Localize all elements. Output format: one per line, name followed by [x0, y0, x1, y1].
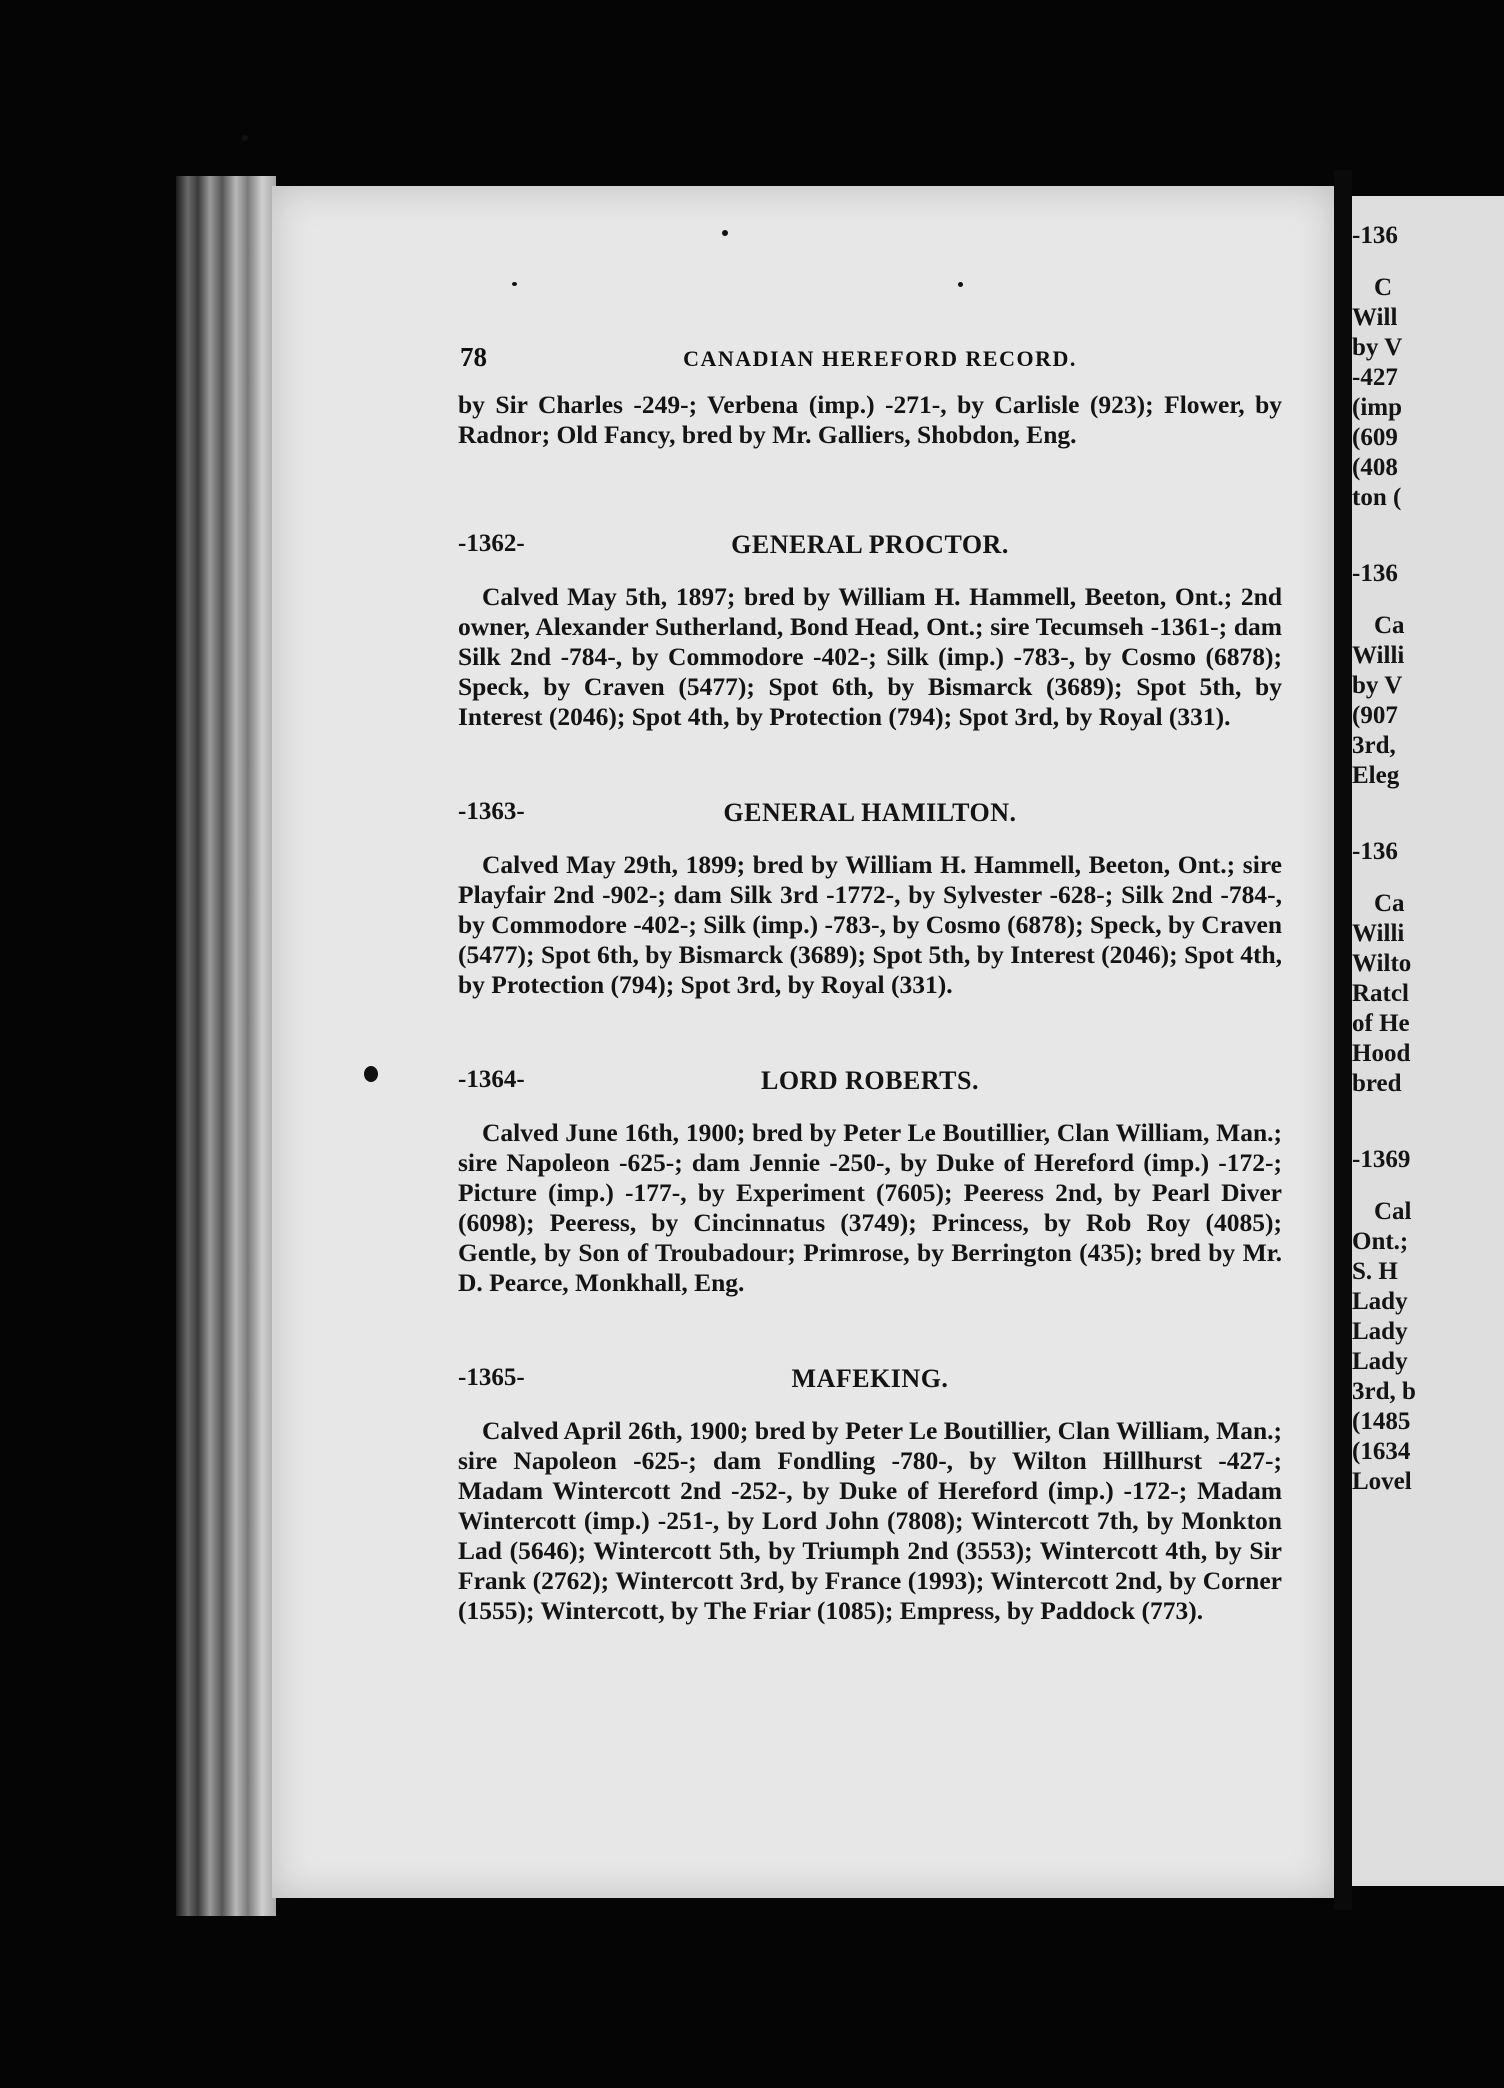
- facing-page-fragment: Hood: [1352, 1040, 1411, 1067]
- facing-page-fragment: by V: [1352, 672, 1403, 699]
- entry-number: -1364-: [458, 1066, 525, 1093]
- facing-page-fragment: -136: [1352, 838, 1398, 865]
- facing-page-fragment: Willi: [1352, 642, 1405, 669]
- facing-page-fragment: Ratcl: [1352, 980, 1409, 1007]
- scan-speck: [512, 282, 517, 286]
- entry-number: -1365-: [458, 1364, 525, 1391]
- facing-page-fragment: Ca: [1374, 890, 1405, 917]
- facing-page-fragment: (1634: [1352, 1438, 1411, 1465]
- facing-page-fragment: Lady: [1352, 1288, 1408, 1315]
- entry-heading: [458, 798, 1282, 832]
- facing-page-fragment: of He: [1352, 1010, 1410, 1037]
- entry-heading: [458, 1066, 1282, 1100]
- facing-page-fragment: C: [1374, 274, 1393, 301]
- continuation-paragraph: by Sir Charles -249-; Verbena (imp.) -271-, by Carlisle (923); Flower, by Radnor; Old Fancy, bred by Mr. Galliers, Shobdon, Eng.: [458, 390, 1282, 449]
- book-spine-edge: [176, 176, 276, 1916]
- scan-speck: [722, 230, 728, 236]
- facing-page-fragment: Ont.;: [1352, 1228, 1409, 1255]
- entry-paragraph: Calved May 5th, 1897; bred by William H. Hammell, Beeton, Ont.; 2nd owner, Alexander Sutherland, Bond Head, Ont.; sire Tecumseh -1361-; dam Silk 2nd -784-, by Commodore -402-; Silk (imp.) -783-, by Cosmo (6878); Speck, by Craven (5477); Spot 6th, by Bismarck (3689); Spot 5th, by Interest (2046); Spot 4th, by Protection (794); Spot 3rd, by Royal (331).: [458, 582, 1282, 731]
- entry-heading: [458, 530, 1282, 564]
- facing-page-fragment: Cal: [1374, 1198, 1412, 1225]
- facing-page-fragment: 3rd,: [1352, 732, 1396, 759]
- entry-heading: [458, 1364, 1282, 1398]
- scan-speck: [364, 1066, 378, 1082]
- entry-paragraph: Calved June 16th, 1900; bred by Peter Le Boutillier, Clan William, Man.; sire Napoleon -625-; dam Jennie -250-, by Duke of Hereford (imp.) -172-; Picture (imp.) -177-, by Experiment (7605); Peeress 2nd, by Pearl Diver (6098); Peeress, by Cincinnatus (3749); Princess, by Rob Roy (4085); Gentle, by Son of Troubadour; Primrose, by Berrington (435); bred by Mr. D. Pearce, Monkhall, Eng.: [458, 1118, 1282, 1297]
- facing-page-fragment: Lady: [1352, 1348, 1408, 1375]
- entry-name: GENERAL HAMILTON.: [723, 798, 1017, 827]
- facing-page-fragment: by V: [1352, 334, 1403, 361]
- facing-page-fragment: Eleg: [1352, 762, 1400, 789]
- facing-page-fragment: ton (: [1352, 484, 1402, 511]
- entry-paragraph: Calved May 29th, 1899; bred by William H. Hammell, Beeton, Ont.; sire Playfair 2nd -902-; dam Silk 3rd -1772-, by Sylvester -628-; Silk 2nd -784-, by Commodore -402-; Silk (imp.) -783-, by Cosmo (6878); Speck, by Craven (5477); Spot 6th, by Bismarck (3689); Spot 5th, by Interest (2046); Spot 4th, by Protection (794); Spot 3rd, by Royal (331).: [458, 850, 1283, 999]
- facing-page-fragment: Will: [1352, 304, 1398, 331]
- entry-number: -1363-: [458, 798, 525, 825]
- running-head-title: CANADIAN HEREFORD RECORD.: [683, 346, 1077, 371]
- facing-page-edge: [1352, 196, 1504, 1886]
- facing-page-fragment: Willi: [1352, 920, 1405, 947]
- page-number: 78: [460, 342, 487, 372]
- facing-page-fragment: -427: [1352, 364, 1398, 391]
- facing-page-fragment: (609: [1352, 424, 1398, 451]
- entry-name: LORD ROBERTS.: [761, 1066, 979, 1095]
- facing-page-fragment: -1369: [1352, 1146, 1411, 1173]
- facing-page-fragment: (408: [1352, 454, 1398, 481]
- book-page: [272, 186, 1334, 1898]
- facing-page-fragment: (907: [1352, 702, 1398, 729]
- running-head: [460, 342, 1300, 376]
- scan-speck: [958, 282, 963, 287]
- entry-name: MAFEKING.: [791, 1364, 949, 1393]
- facing-page-fragment: (imp: [1352, 394, 1402, 421]
- facing-page-fragment: bred: [1352, 1070, 1402, 1097]
- scan-speck: [242, 135, 248, 141]
- facing-page-fragment: Wilto: [1352, 950, 1412, 977]
- entry-name: GENERAL PROCTOR.: [731, 530, 1009, 559]
- page-gutter: [1334, 170, 1352, 1910]
- facing-page-fragment: -136: [1352, 560, 1398, 587]
- facing-page-fragment: Lovel: [1352, 1468, 1412, 1495]
- entry-number: -1362-: [458, 530, 525, 557]
- facing-page-fragment: -136: [1352, 222, 1398, 249]
- facing-page-fragment: (1485: [1352, 1408, 1411, 1435]
- entry-paragraph: Calved April 26th, 1900; bred by Peter Le Boutillier, Clan William, Man.; sire Napoleon -625-; dam Fondling -780-, by Wilton Hillhurst -427-; Madam Wintercott 2nd -252-, by Duke of Hereford (imp.) -172-; Madam Wintercott (imp.) -251-, by Lord John (7808); Wintercott 7th, by Monkton Lad (5646); Wintercott 5th, by Triumph 2nd (3553); Wintercott 4th, by Sir Frank (2762); Wintercott 3rd, by France (1993); Wintercott 2nd, by Corner (1555); Wintercott, by The Friar (1085); Empress, by Paddock (773).: [458, 1416, 1282, 1625]
- facing-page-fragment: Lady: [1352, 1318, 1408, 1345]
- facing-page-fragment: 3rd, b: [1352, 1378, 1416, 1405]
- facing-page-fragment: S. H: [1352, 1258, 1398, 1285]
- facing-page-fragment: Ca: [1374, 612, 1405, 639]
